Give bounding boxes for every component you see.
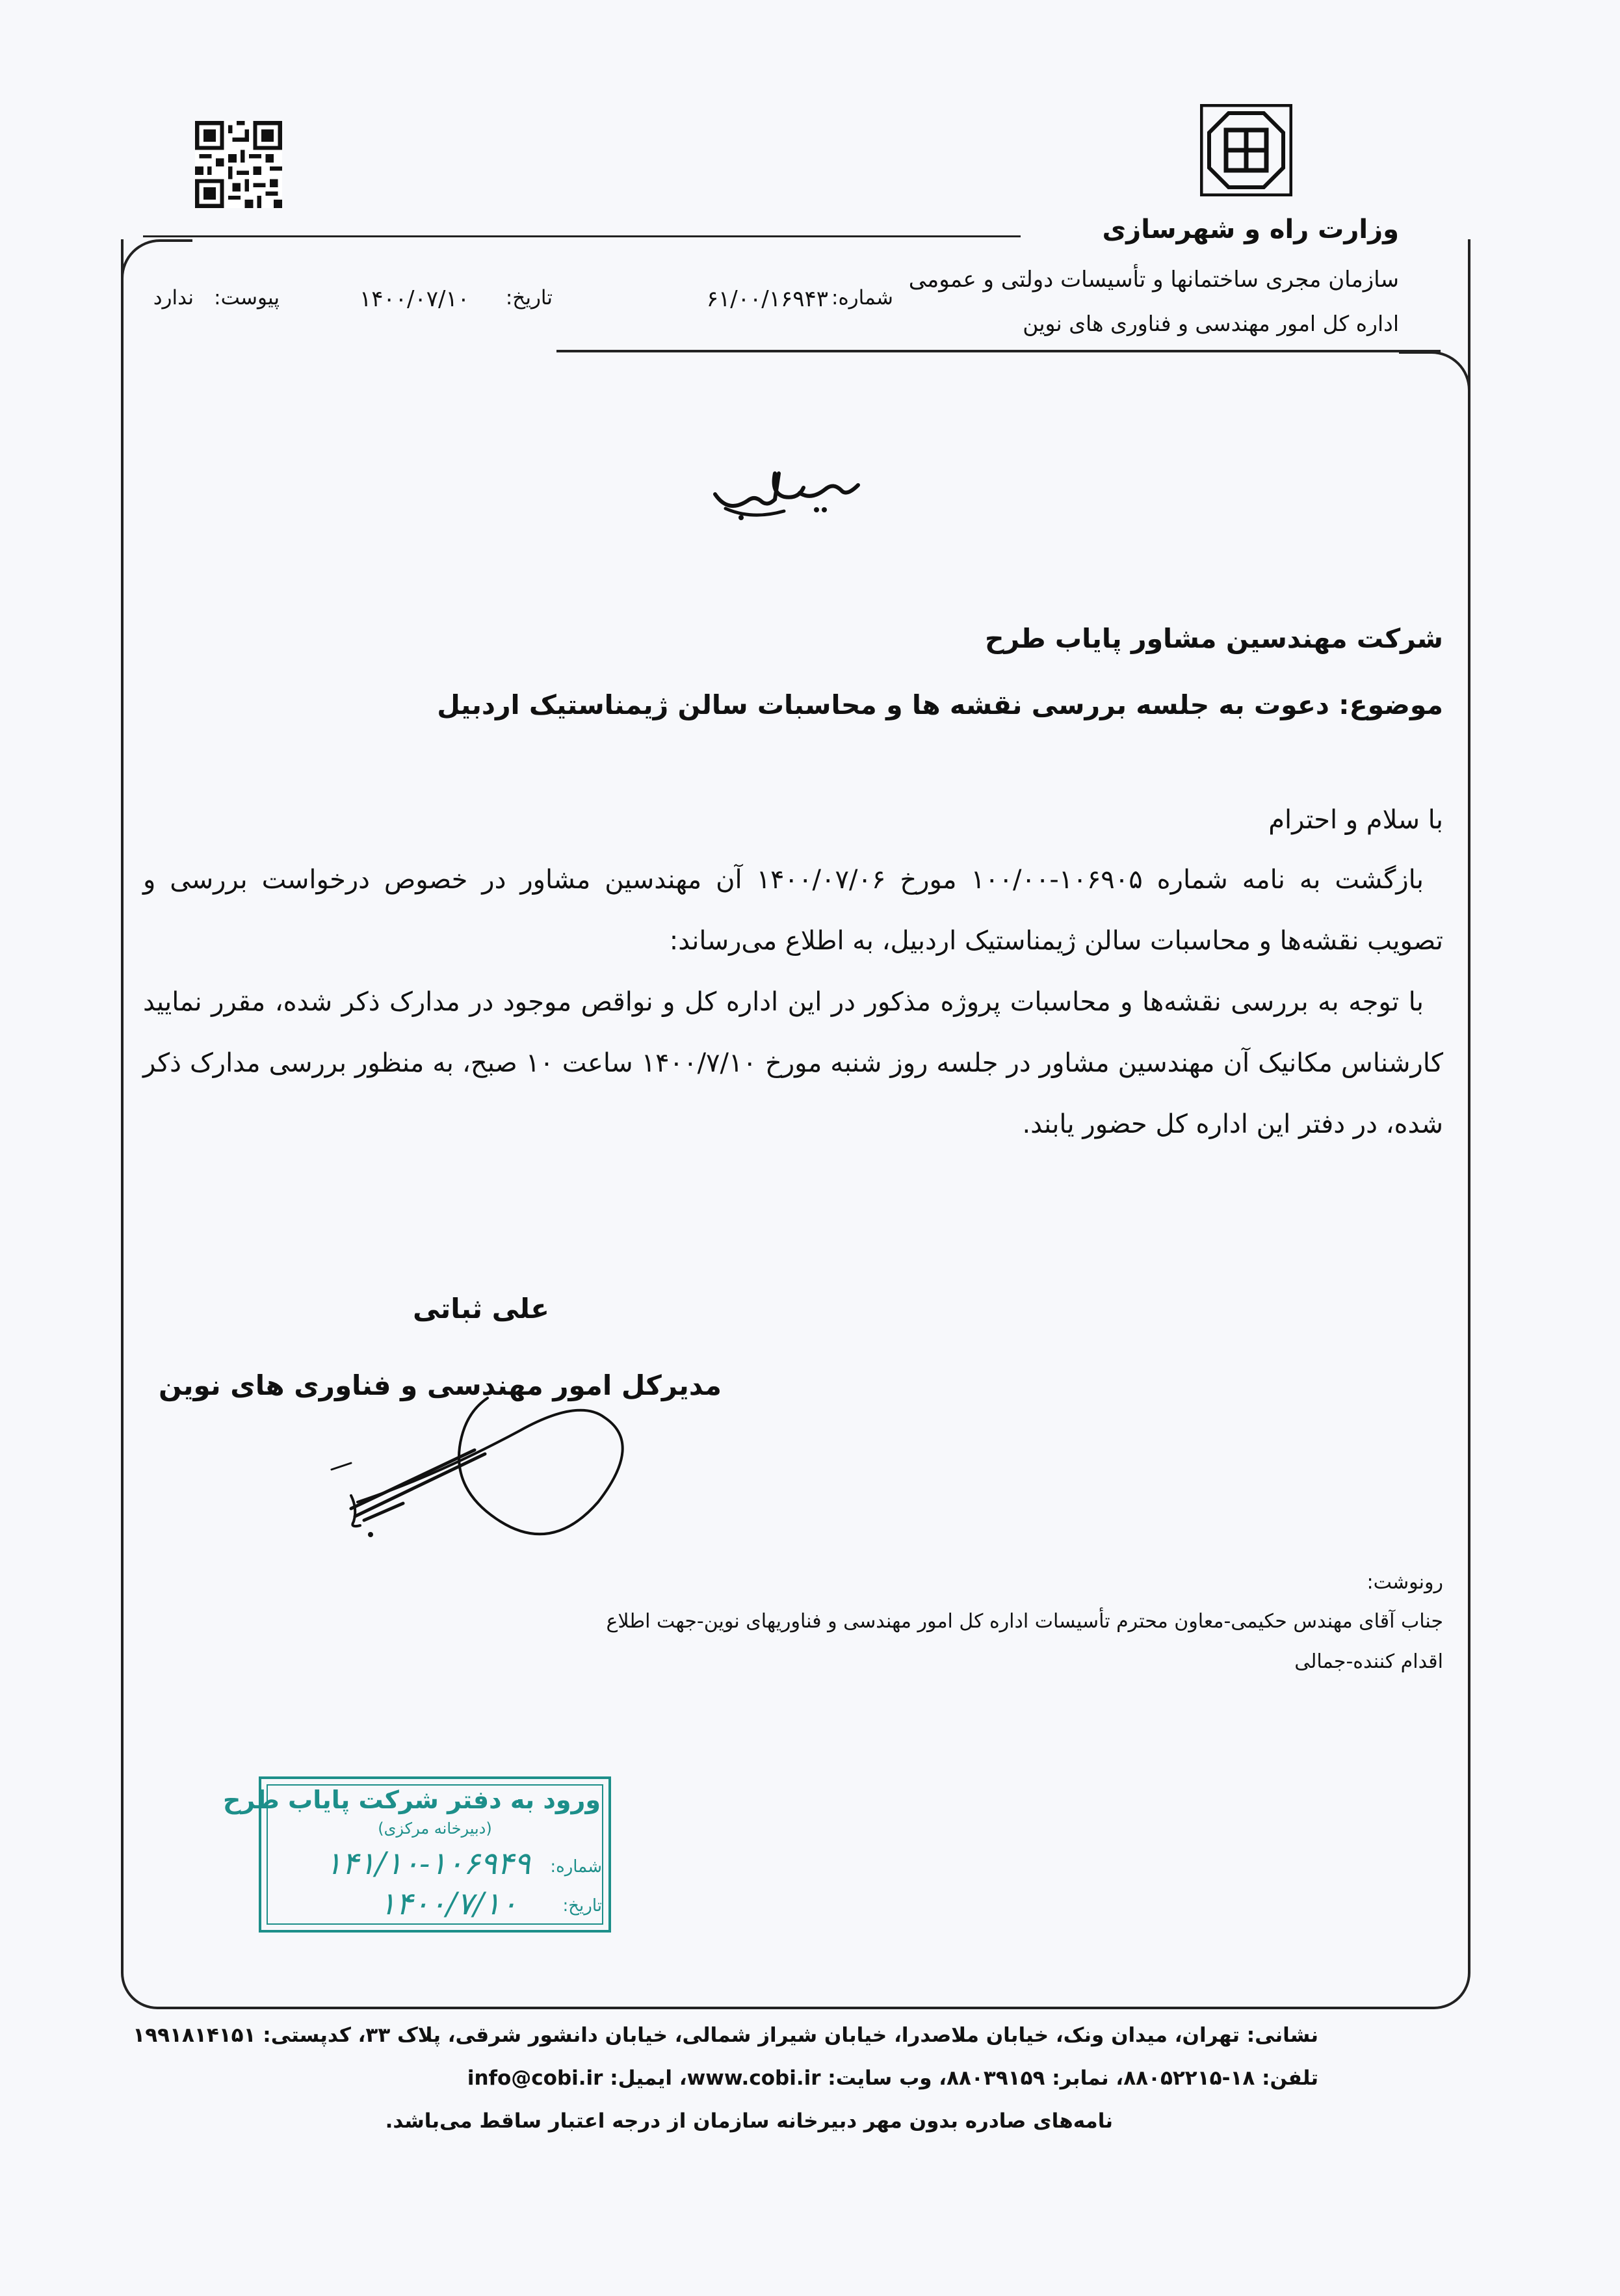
attachment-label: پیوست: xyxy=(214,286,280,310)
date-value: ۱۴۰۰/۰۷/۱۰ xyxy=(359,286,469,312)
date-label: تاریخ: xyxy=(505,286,553,310)
department-name: اداره کل امور مهندسی و فناوری های نوین xyxy=(1023,311,1399,336)
number-value: ۶۱/۰۰/۱۶۹۴۳ xyxy=(706,286,828,312)
stamp-title: ورود به دفتر شرکت پایاب طرح xyxy=(222,1786,601,1814)
cc-line-2: اقدام کننده-جمالی xyxy=(1294,1650,1443,1673)
body-line-4: کارشناس مکانیک آن مهندسین مشاور در جلسه روز شنبه مورخ ۱۴۰۰/۷/۱۰ ساعت ۱۰ صبح، به منظور بررسی مدارک ذکر xyxy=(143,1048,1444,1078)
body-line-5: شده، در دفتر این اداره کل حضور یابند. xyxy=(1022,1109,1443,1139)
ministry-name: وزارت راه و شهرسازی xyxy=(1102,215,1399,244)
organization-name: سازمان مجری ساختمانها و تأسیسات دولتی و عمومی xyxy=(908,267,1399,293)
footer-notice: نامه‌های صادره بدون مهر دبیرخانه سازمان از درجه اعتبار ساقط می‌باشد. xyxy=(385,2109,1113,2133)
header-rule-top xyxy=(143,235,1021,237)
stamp-number-value: ۱۴۱/۱۰-۱۰۶۹۴۹ xyxy=(325,1845,530,1882)
stamp-number-label: شماره: xyxy=(550,1857,602,1877)
stamp-subtitle: (دبیرخانه مرکزی) xyxy=(378,1819,492,1838)
letter-recipient: شرکت مهندسین مشاور پایاب طرح xyxy=(984,623,1443,654)
bismillah-calligraphy xyxy=(702,455,871,527)
stamp-date-value: ۱۴۰۰/۷/۱۰ xyxy=(379,1886,517,1922)
cc-line-1: جناب آقای مهندس حکیمی-معاون محترم تأسیسات اداره کل امور مهندسی و فناوریهای نوین-جهت اطلاع xyxy=(606,1610,1443,1633)
cc-label: رونوشت: xyxy=(1366,1571,1443,1594)
body-line-1: بازگشت به نامه شماره ۱۰۶۹۰۵-۱۰۰/۰۰ مورخ ۱۴۰۰/۰۷/۰۶ آن مهندسین مشاور در خصوص درخواست بررسی و xyxy=(143,865,1424,895)
letter-subject: موضوع: دعوت به جلسه بررسی نقشه ها و محاسبات سالن ژیمناستیک اردبیل xyxy=(437,689,1443,720)
signatory-name: علی ثباتی xyxy=(413,1293,549,1325)
attachment-value: ندارد xyxy=(153,286,194,310)
footer-address: نشانی: تهران، میدان ونک، خیابان ملاصدرا، خیابان شیراز شمالی، خیابان دانشور شرقی، پلاک ۳۳، کدپستی: ۱۹۹۱۸۱۴۱۵۱ xyxy=(133,2024,1318,2047)
letter-greeting: با سلام و احترام xyxy=(1268,805,1443,835)
ministry-logo xyxy=(1200,104,1292,196)
number-label: شماره: xyxy=(831,286,893,310)
body-line-2: تصویب نقشه‌ها و محاسبات سالن ژیمناستیک اردبیل، به اطلاع می‌رساند: xyxy=(669,926,1443,956)
body-line-3: با توجه به بررسی نقشه‌ها و محاسبات پروژه مذکور در این اداره کل و نواقص موجود در مدارک ذکر شده، مقرر نمایید xyxy=(143,987,1424,1017)
stamp-date-label: تاریخ: xyxy=(562,1896,602,1916)
signatory-title: مدیرکل امور مهندسی و فناوری های نوین xyxy=(158,1369,722,1401)
footer-contact: تلفن: ۱۸-۸۸۰۵۲۲۱۵، نمابر: ۸۸۰۳۹۱۵۹، وب سایت: www.cobi.ir، ایمیل: info@cobi.ir xyxy=(467,2066,1318,2090)
qr-code-icon xyxy=(195,121,282,208)
receipt-stamp xyxy=(222,1776,611,1933)
handwritten-signature xyxy=(325,1372,741,1567)
